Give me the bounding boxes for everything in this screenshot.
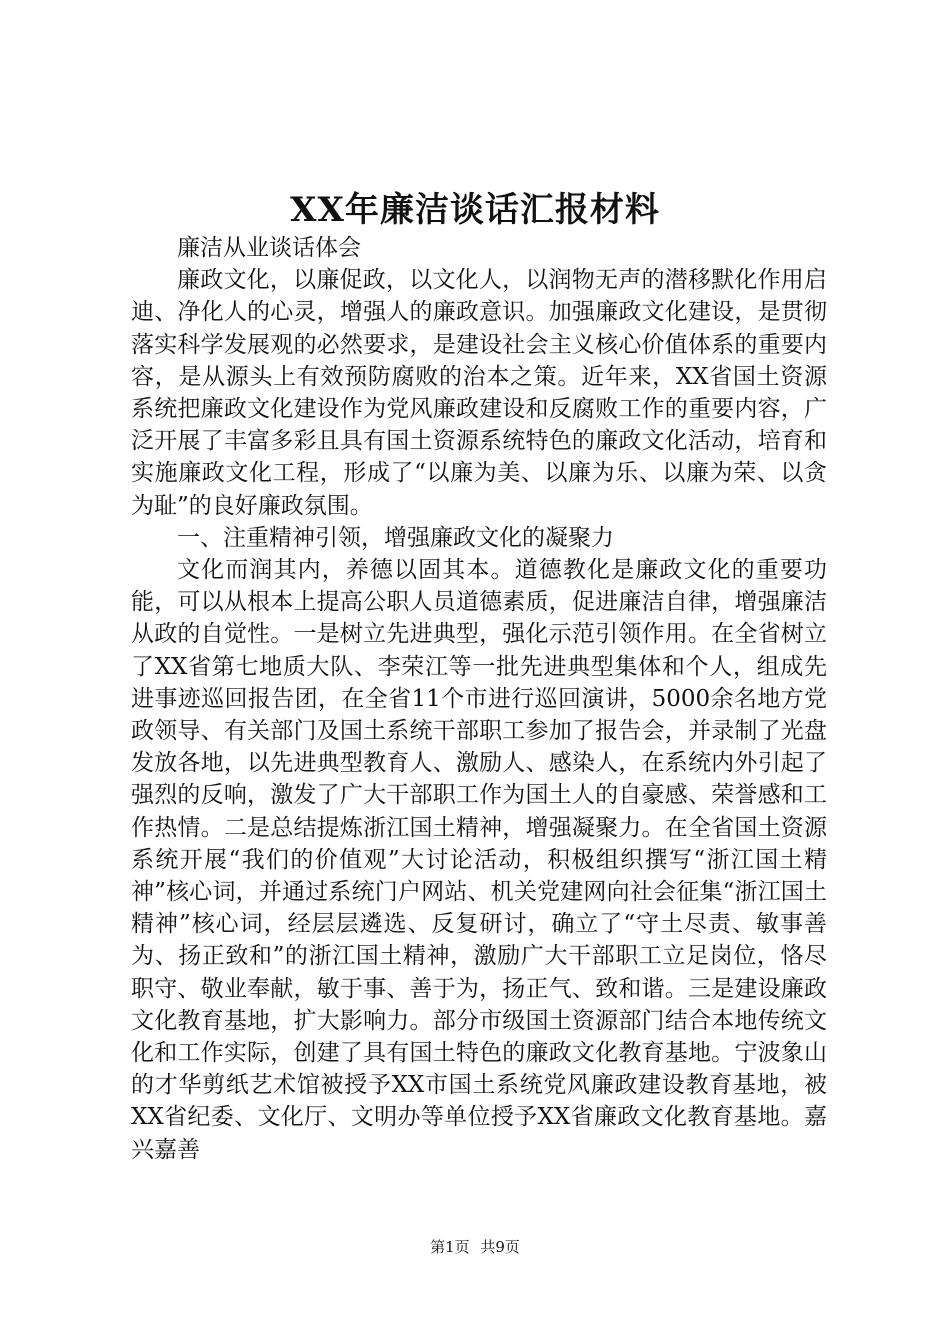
page-number: 第1页: [430, 1238, 470, 1256]
document-title: XX年廉洁谈话汇报材料: [290, 190, 660, 230]
paragraph-section-heading: 一、注重精神引领，增强廉政文化的凝聚力: [177, 524, 614, 551]
document-body: [131, 232, 827, 1166]
page-total: 共9页: [480, 1238, 520, 1256]
paragraph-intro: 廉政文化，以廉促政，以文化人，以润物无声的潜移默化作用启迪、净化人的心灵，增强人的廉政意识。加强廉政文化建设，是贯彻落实科学发展观的必然要求，是建设社会主义核心价值体系的重要内容，是从源头上有效预防腐败的治本之策。近年来，XX省国土资源系统把廉政文化建设作为党风廉政建设和反腐败工作的重要内容，广泛开展了丰富多彩且具有国土资源系统特色的廉政文化活动，培育和实施廉政文化工程，形成了“以廉为美、以廉为乐、以廉为荣、以贪为耻”的良好廉政氛围。: [131, 267, 827, 519]
paragraph-section-body: 文化而润其内，养德以固其本。道德教化是廉政文化的重要功能，可以从根本上提高公职人员道德素质，促进廉洁自律，增强廉洁从政的自觉性。一是树立先进典型，强化示范引领作用。在全省树立了XX省第七地质大队、李荣江等一批先进典型集体和个人，组成先进事迹巡回报告团，在全省11个市进行巡回演讲，5000余名地方党政领导、有关部门及国土系统干部职工参加了报告会，并录制了光盘发放各地，以先进典型教育人、激励人、感染人，在系统内外引起了强烈的反响，激发了广大干部职工作为国土人的自豪感、荣誉感和工作热情。二是总结提炼浙江国土精神，增强凝聚力。在全省国土资源系统开展“我们的价值观”大讨论活动，积极组织撰写“浙江国土精神”核心词，并通过系统门户网站、机关党建网向社会征集“浙江国土精神”核心词，经层层遴选、反复研讨，确立了“守土尽责、敏事善为、扬正致和”的浙江国土精神，激励广大干部职工立足岗位，恪尽职守、敬业奉献，敏于事、善于为，扬正气、致和谐。三是建设廉政文化教育基地，扩大影响力。部分市级国土资源部门结合本地传统文化和工作实际，创建了具有国土特色的廉政文化教育基地。宁波象山的才华剪纸艺术馆被授予XX市国土系统党风廉政建设教育基地，被XX省纪委、文化厅、文明办等单位授予XX省廉政文化教育基地。嘉兴嘉善: [131, 557, 827, 1163]
paragraph-subtitle: 廉洁从业谈话体会: [177, 235, 361, 261]
page-footer: [0, 1237, 950, 1257]
